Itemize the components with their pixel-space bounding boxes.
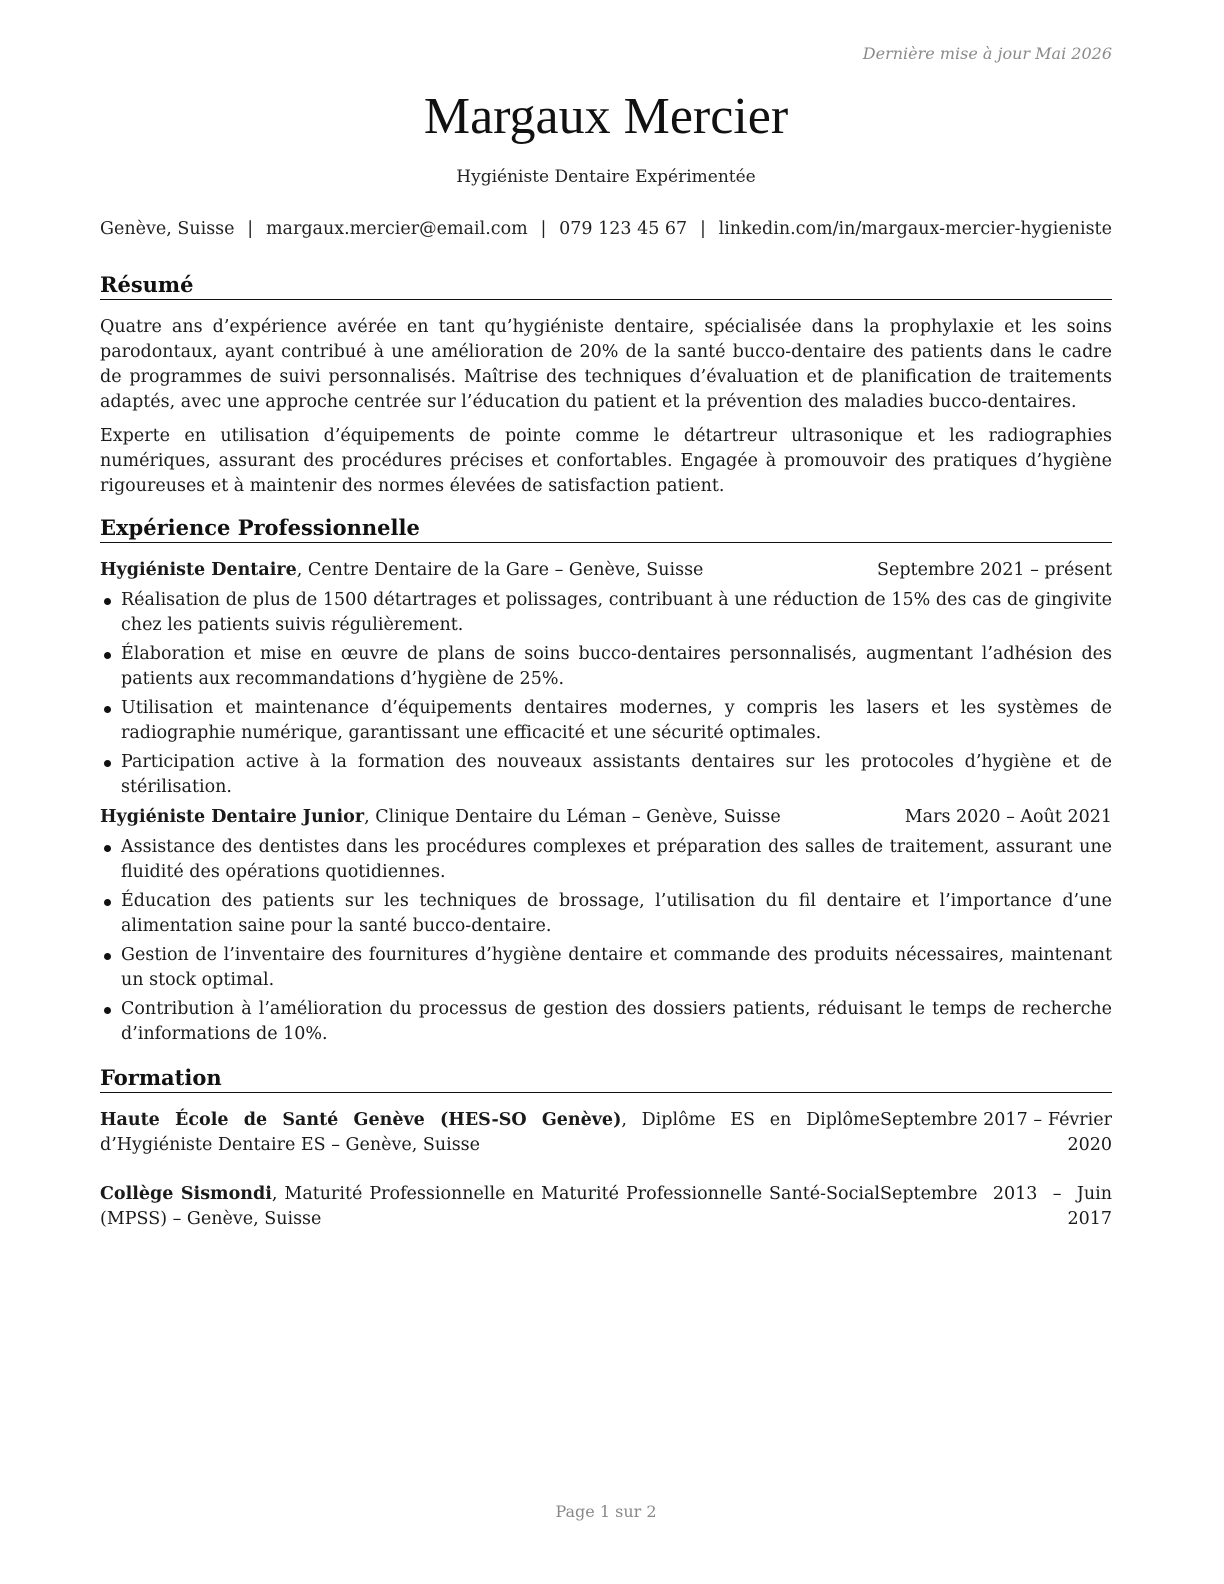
list-item: Éducation des patients sur les techniques de brossage, l’utilisation du fil dentaire et l’importance d’une alimentation saine pour la santé bucco-dentaire. xyxy=(100,889,1112,939)
summary-paragraph: Quatre ans d’expérience avérée en tant qu’hygiéniste dentaire, spécialisée dans la prophylaxie et les soins parodontaux, ayant contribué à une amélioration de 20% de la santé bucco-dentaire des patients dans le cadre de programmes de suivi personnalisés. Maîtrise des techniques d’évaluation et de planification de traitements adaptés, avec une approche centrée sur l’éducation du patient et la prévention des maladies bucco-dentaires. xyxy=(100,317,1112,412)
education-detail: , Maturité Professionnelle en Maturité Professionnelle Santé-Social (MPSS) – Genève, Suisse xyxy=(100,1184,880,1229)
job-dates: Septembre 2021 – présent xyxy=(877,560,1112,580)
contact-separator: | xyxy=(540,219,547,239)
education-description xyxy=(100,1108,880,1158)
education-dates: Septembre 2013 – Juin 2017 xyxy=(880,1184,1112,1229)
job-bullets xyxy=(100,835,1112,1051)
education-description xyxy=(100,1182,880,1232)
job-role: Hygiéniste Dentaire Junior xyxy=(100,807,365,827)
education-item xyxy=(100,1182,1112,1232)
education-dates: Septembre 2017 – Février 2020 xyxy=(880,1110,1112,1155)
job-employer: , Clinique Dentaire du Léman – Genève, Suisse xyxy=(364,807,781,827)
job-dates: Mars 2020 – Août 2021 xyxy=(904,807,1112,827)
last-updated: Dernière mise à jour Mai 2026 xyxy=(862,44,1112,63)
summary-paragraph: Experte en utilisation d’équipements de pointe comme le détartreur ultrasonique et les radiographies numériques, assurant des procédures précises et confortables. Engagée à promouvoir des pratiques d’hygiène rigoureuses et à maintenir des normes élevées de satisfaction patient. xyxy=(100,426,1112,496)
contact-location: Genève, Suisse xyxy=(100,219,235,239)
job-bullets xyxy=(100,588,1112,804)
job-title-line xyxy=(100,558,703,582)
list-item: Assistance des dentistes dans les procédures complexes et préparation des salles de traitement, assurant une fluidité des opérations quotidiennes. xyxy=(100,835,1112,885)
education-item xyxy=(100,1108,1112,1158)
contact-email[interactable]: margaux.mercier@email.com xyxy=(265,219,528,239)
contact-separator: | xyxy=(699,219,706,239)
list-item: Réalisation de plus de 1500 détartrages et polissages, contribuant à une réduction de 15% des cas de gingivite chez les patients suivis régulièrement. xyxy=(100,588,1112,638)
job-employer: , Centre Dentaire de la Gare – Genève, Suisse xyxy=(296,560,704,580)
contact-phone[interactable]: 079 123 45 67 xyxy=(559,219,688,239)
list-item: Contribution à l’amélioration du processus de gestion des dossiers patients, réduisant le temps de recherche d’informations de 10%. xyxy=(100,997,1112,1047)
candidate-name: Margaux Mercier xyxy=(423,88,789,145)
education-detail: , Diplôme ES en Diplôme d’Hygiéniste Dentaire ES – Genève, Suisse xyxy=(100,1110,880,1155)
page-number: Page 1 sur 2 xyxy=(555,1502,657,1521)
contact-separator: | xyxy=(247,219,254,239)
section-title-experience: Expérience Professionnelle xyxy=(100,515,1112,543)
list-item: Participation active à la formation des nouveaux assistants dentaires sur les protocoles d’hygiène et de stérilisation. xyxy=(100,750,1112,800)
candidate-headline: Hygiéniste Dentaire Expérimentée xyxy=(456,167,756,187)
education-school: Collège Sismondi xyxy=(100,1184,272,1204)
job-header xyxy=(100,558,1112,582)
list-item: Gestion de l’inventaire des fournitures d’hygiène dentaire et commande des produits nécessaires, maintenant un stock optimal. xyxy=(100,943,1112,993)
education-school: Haute École de Santé Genève (HES-SO Genève) xyxy=(100,1110,622,1130)
section-title-education: Formation xyxy=(100,1065,1112,1093)
contact-linkedin[interactable]: linkedin.com/in/margaux-mercier-hygieniste xyxy=(718,219,1112,239)
section-title-summary: Résumé xyxy=(100,272,1112,300)
list-item: Utilisation et maintenance d’équipements dentaires modernes, y compris les lasers et les systèmes de radiographie numérique, garantissant une efficacité et une sécurité optimales. xyxy=(100,696,1112,746)
contact-line xyxy=(100,219,1112,239)
job-title-line xyxy=(100,805,781,829)
list-item: Élaboration et mise en œuvre de plans de soins bucco-dentaires personnalisés, augmentant l’adhésion des patients aux recommandations d’hygiène de 25%. xyxy=(100,642,1112,692)
job-header xyxy=(100,805,1112,829)
job-role: Hygiéniste Dentaire xyxy=(100,560,297,580)
